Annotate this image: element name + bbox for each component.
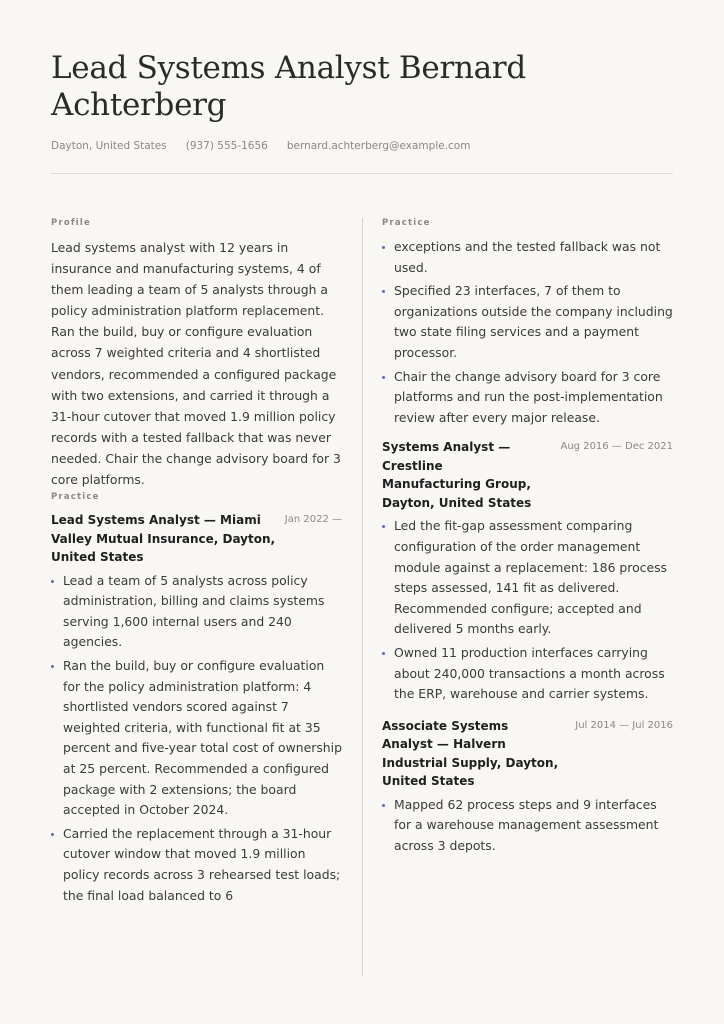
job-date: Jan 2022 — <box>284 514 342 526</box>
email: bernard.achterberg@example.com <box>286 140 471 152</box>
job-entry <box>51 511 342 906</box>
job-title: Systems Analyst — Crestline Manufacturing Group, Dayton, United States <box>382 440 532 510</box>
continued-bullets <box>382 237 673 428</box>
profile-label: Profile <box>51 218 91 228</box>
bullet: Ran the build, buy or configure evaluation for the policy administration platform: 4 shortlisted vendors scored against 7 weighted criteria, with functional fit at 35 percent and five-year total cost of ownership at 25 percent. Recommended a configured package with 2 extensions; the board accepted in October 2024. <box>51 656 342 821</box>
resume-header <box>51 50 673 152</box>
bullet: Owned 11 production interfaces carrying about 240,000 transactions a month across the ERP, warehouse and carrier systems. <box>382 643 673 705</box>
job-header <box>382 717 673 791</box>
bullet: Specified 23 interfaces, 7 of them to organizations outside the company including two state filing services and a payment processor. <box>382 281 673 363</box>
bullet: exceptions and the tested fallback was not used. <box>382 237 673 278</box>
job-header <box>51 511 342 567</box>
column-divider <box>362 218 363 976</box>
job-entry <box>382 438 673 704</box>
job-entry <box>382 717 673 857</box>
location: Dayton, United States <box>51 140 167 152</box>
bullet: Led the fit-gap assessment comparing configuration of the order management module against a replacement: 186 process steps assessed, 141 fit as delivered. Recommended configure; accepted and delivered 5 months early. <box>382 516 673 640</box>
job-title: Associate Systems Analyst — Halvern Industrial Supply, Dayton, United States <box>382 718 559 789</box>
job-title: Lead Systems Analyst — Miami Valley Mutual Insurance, Dayton, United States <box>51 513 276 565</box>
job-date: Aug 2016 — Dec 2021 <box>560 441 673 453</box>
job-bullets <box>382 516 673 704</box>
header-divider <box>51 173 673 174</box>
bullet: Lead a team of 5 analysts across policy administration, billing and claims systems serving 1,600 internal users and 240 agencies. <box>51 571 342 653</box>
job-bullets <box>382 795 673 857</box>
phone: (937) 555-1656 <box>185 140 268 152</box>
practice-label: Practice <box>51 492 100 503</box>
practice-label-continued: Practice <box>382 218 431 228</box>
bullet: Chair the change advisory board for 3 core platforms and run the post-implementation review after every major release. <box>382 367 673 429</box>
left-column <box>51 218 342 918</box>
job-date: Jul 2014 — Jul 2016 <box>575 719 673 731</box>
right-column <box>382 218 673 868</box>
job-bullets <box>51 571 342 907</box>
profile-text: Lead systems analyst with 12 years in insurance and manufacturing systems, 4 of them leading a team of 5 analysts through a policy administration platform replacement. Ran the build, buy or configure evaluation across 7 weighted criteria and 4 shortlisted vendors, recommended a configured package with two extensions, and carried it through a 31-hour cutover that moved 1.9 million policy records with a tested fallback that was never needed. Chair the change advisory board for 3 core platforms. <box>51 240 341 488</box>
candidate-name: Lead Systems Analyst Bernard Achterberg <box>51 50 526 123</box>
job-header <box>382 438 673 512</box>
contact-line <box>51 140 673 152</box>
bullet: Carried the replacement through a 31-hour cutover window that moved 1.9 million policy records across 3 rehearsed test loads; the final load balanced to 6 <box>51 824 342 906</box>
bullet: Mapped 62 process steps and 9 interfaces for a warehouse management assessment across 3 depots. <box>382 795 673 857</box>
